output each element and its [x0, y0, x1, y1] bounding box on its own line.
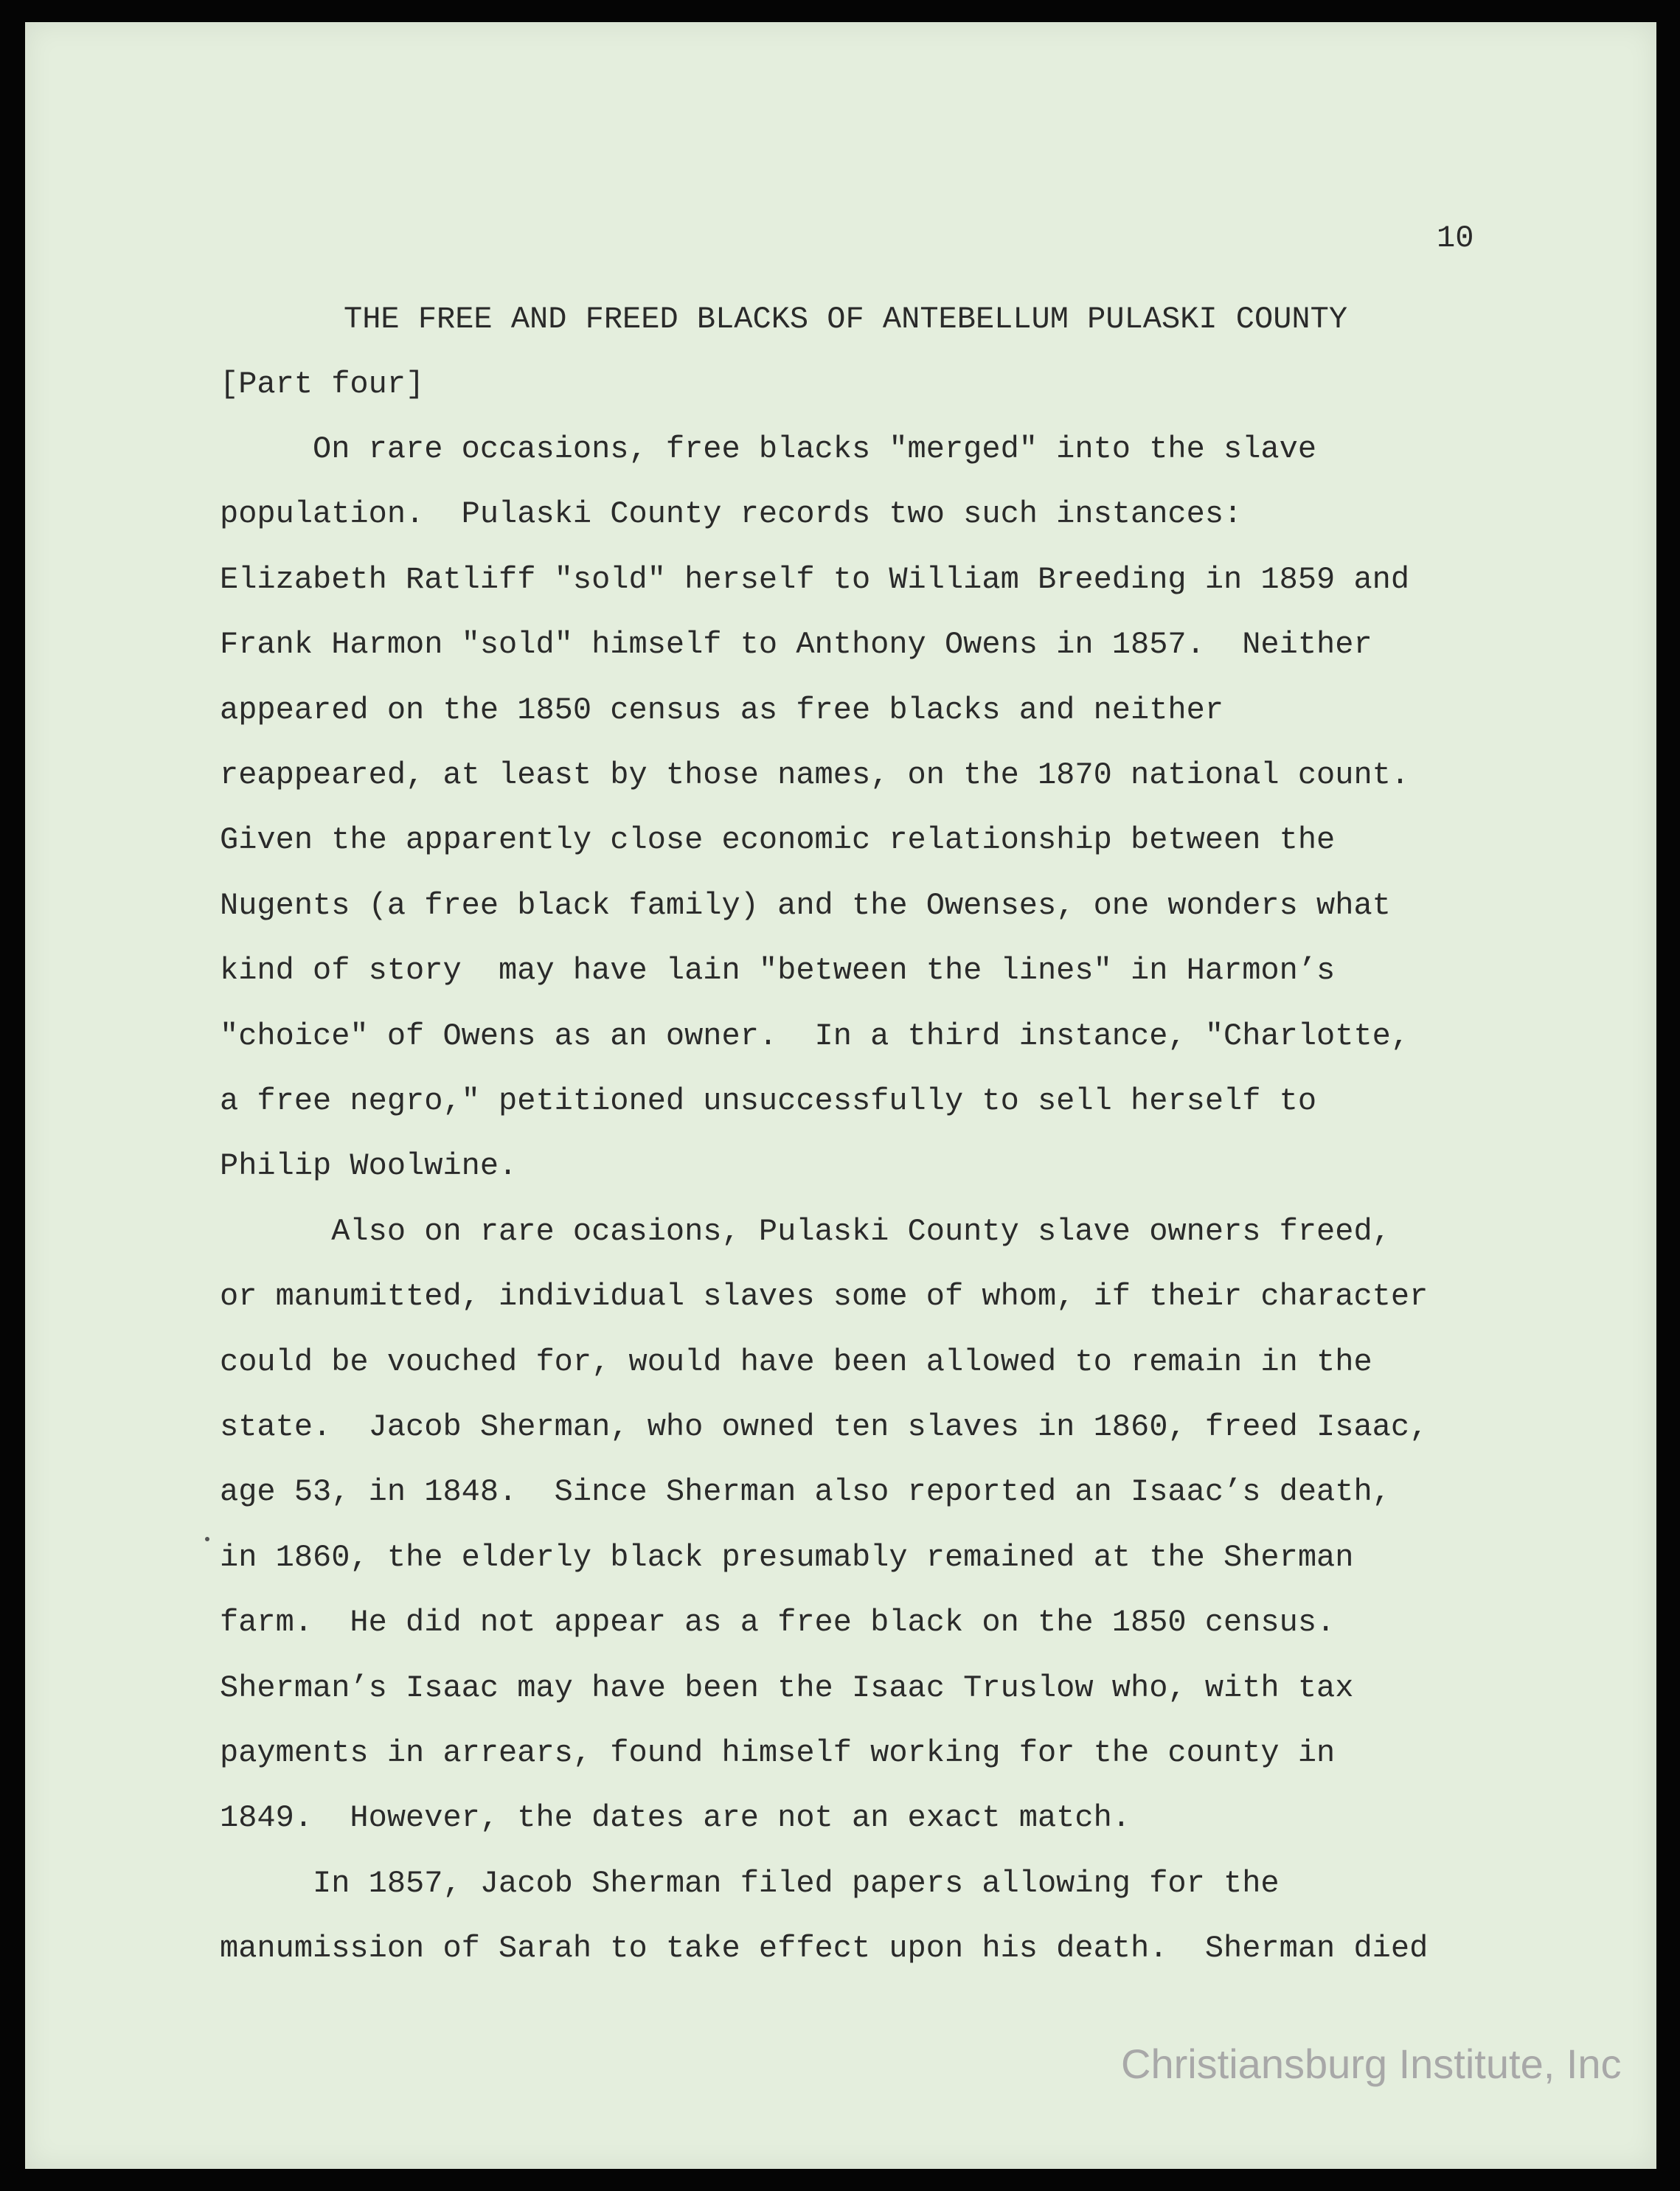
text-line: Given the apparently close economic relationship between the [220, 822, 1336, 858]
text-line: kind of story may have lain "between the lines" in Harmon’s [220, 953, 1336, 988]
text-line: Also on rare ocasions, Pulaski County slave owners freed, [220, 1214, 1391, 1249]
text-line: 1849. However, the dates are not an exact match. [220, 1800, 1131, 1836]
text-line: in 1860, the elderly black presumably remained at the Sherman [220, 1540, 1354, 1575]
document-page [25, 22, 1656, 2169]
watermark: Christiansburg Institute, Inc [1121, 2041, 1622, 2087]
text-line: could be vouched for, would have been allowed to remain in the [220, 1344, 1372, 1380]
stray-ink-mark [205, 1537, 209, 1541]
text-line: "choice" of Owens as an owner. In a third instance, "Charlotte, [220, 1018, 1410, 1054]
text-line: Frank Harmon "sold" himself to Anthony Owens in 1857. Neither [220, 627, 1372, 662]
text-line: population. Pulaski County records two such instances: [220, 496, 1243, 532]
text-line: age 53, in 1848. Since Sherman also reported an Isaac’s death, [220, 1474, 1391, 1510]
document-title: THE FREE AND FREED BLACKS OF ANTEBELLUM PULASKI COUNTY [344, 302, 1348, 337]
text-line: manumission of Sarah to take effect upon his death. Sherman died [220, 1931, 1429, 1966]
text-line: On rare occasions, free blacks "merged" into the slave [220, 431, 1317, 467]
text-line: Nugents (a free black family) and the Owenses, one wonders what [220, 888, 1391, 923]
page-number: 10 [1437, 221, 1474, 256]
text-line: appeared on the 1850 census as free blacks and neither [220, 692, 1224, 728]
text-line: In 1857, Jacob Sherman filed papers allowing for the [220, 1866, 1280, 1901]
text-line: state. Jacob Sherman, who owned ten slaves in 1860, freed Isaac, [220, 1409, 1429, 1445]
text-line: farm. He did not appear as a free black on the 1850 census. [220, 1605, 1336, 1640]
text-line: reappeared, at least by those names, on the 1870 national count. [220, 757, 1410, 793]
part-label: [Part four] [220, 367, 425, 402]
text-line: or manumitted, individual slaves some of whom, if their character [220, 1279, 1429, 1314]
text-line: Philip Woolwine. [220, 1148, 518, 1184]
text-line: Sherman’s Isaac may have been the Isaac Truslow who, with tax [220, 1670, 1354, 1706]
text-line: Elizabeth Ratliff "sold" herself to William Breeding in 1859 and [220, 562, 1410, 597]
text-line: a free negro," petitioned unsuccessfully to sell herself to [220, 1083, 1317, 1119]
text-line: payments in arrears, found himself working for the county in [220, 1735, 1336, 1771]
